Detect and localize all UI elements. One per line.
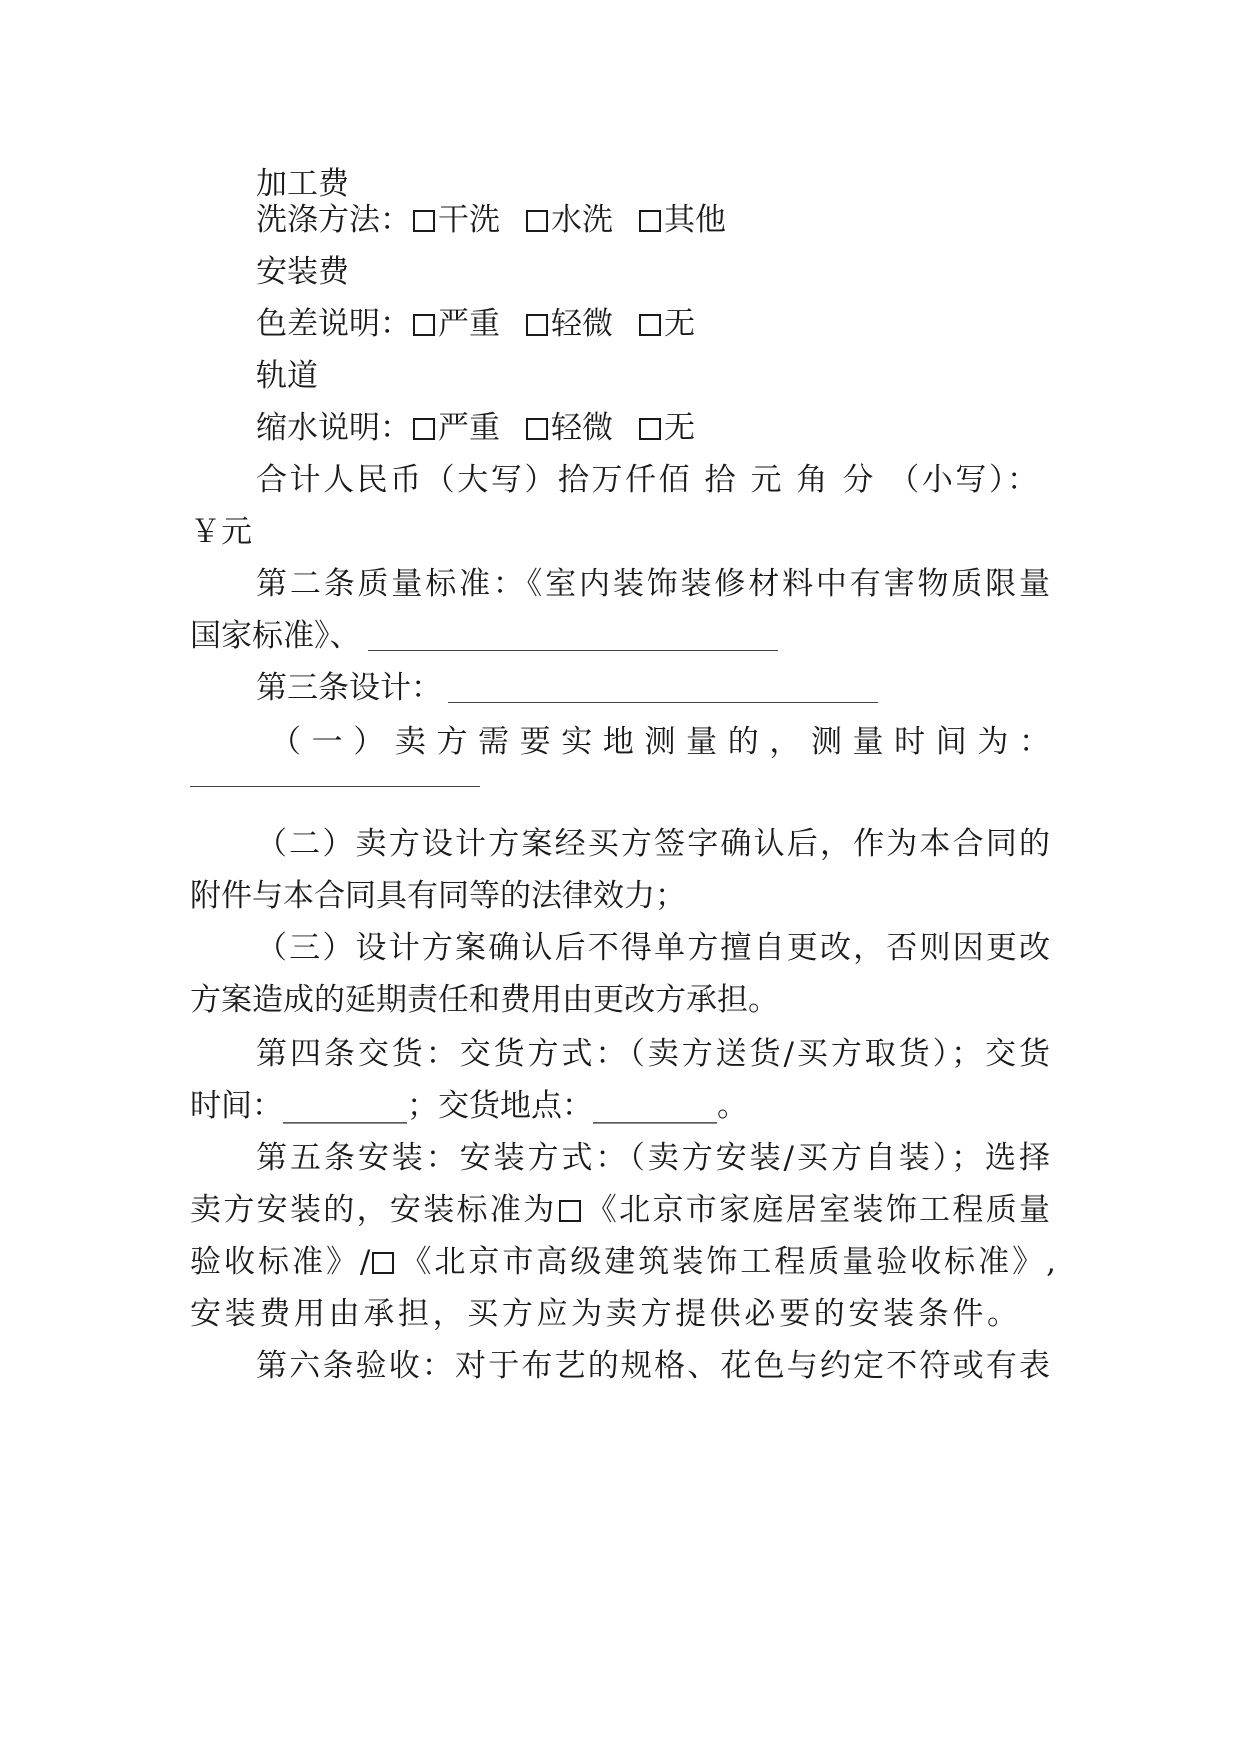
option-water-wash: 水洗 — [551, 202, 613, 238]
option-slight: 轻微 — [551, 306, 613, 342]
option-severe: 严重 — [438, 306, 500, 342]
blank-underline[interactable] — [190, 786, 480, 787]
standard-option-household: 《北京市家庭居室装饰工程质量 — [583, 1192, 1051, 1228]
checkbox-icon[interactable] — [413, 418, 435, 440]
checkbox-icon[interactable] — [559, 1200, 581, 1222]
shrinkage-line — [256, 408, 1056, 448]
design-item-1: （一）卖方需要实地测量的，测量时间为： — [270, 724, 1050, 760]
standard-option-household-end: 验收标准》/ — [190, 1244, 371, 1280]
option-none: 无 — [664, 410, 695, 446]
color-difference-line — [256, 304, 1056, 344]
article-6-acceptance: 第六条验收：对于布艺的规格、花色与约定不符或有表 — [256, 1348, 1050, 1384]
checkbox-icon[interactable] — [413, 314, 435, 336]
article-2-continuation: 国家标准》、 — [190, 618, 361, 654]
design-item-3: （三）设计方案确认后不得单方擅自更改，否则因更改 — [256, 930, 1050, 966]
checkbox-icon[interactable] — [526, 314, 548, 336]
track-line: 轨道 — [256, 358, 318, 394]
install-standard-text: 卖方安装的，安装标准为 — [190, 1192, 557, 1228]
blank-underline[interactable] — [448, 702, 878, 703]
option-severe: 严重 — [438, 410, 500, 446]
checkbox-icon[interactable] — [413, 210, 435, 232]
processing-fee-line: 加工费 — [256, 166, 349, 202]
shrinkage-label: 缩水说明： — [256, 410, 411, 446]
standard-option-advanced: 《北京市高级建筑装饰工程质量验收标准》, — [397, 1244, 1056, 1280]
design-item-3-continuation: 方案造成的延期责任和费用由更改方承担。 — [190, 982, 779, 1018]
article-4-continuation: 时间：________；交货地点：________。 — [190, 1088, 748, 1124]
option-slight: 轻微 — [551, 410, 613, 446]
option-none: 无 — [664, 306, 695, 342]
article-5-standard-line-1 — [190, 1190, 1050, 1230]
option-other: 其他 — [664, 202, 726, 238]
blank-underline[interactable] — [368, 650, 778, 651]
checkbox-icon[interactable] — [639, 418, 661, 440]
install-fee-line: 安装费 — [256, 254, 349, 290]
washing-method-line — [256, 200, 1056, 240]
article-5-fee-line: 安装费用由承担，买方应为卖方提供必要的安装条件。 — [190, 1296, 1018, 1332]
total-amount-line: 合计人民币（大写）拾万仟佰 拾 元 角 分 （小写）： — [256, 462, 1038, 498]
washing-method-label: 洗涤方法： — [256, 202, 411, 238]
checkbox-icon[interactable] — [639, 314, 661, 336]
option-dry-clean: 干洗 — [438, 202, 500, 238]
color-difference-label: 色差说明： — [256, 306, 411, 342]
checkbox-icon[interactable] — [526, 418, 548, 440]
article-5-installation: 第五条安装：安装方式：（卖方安装/买方自装）；选择 — [256, 1140, 1050, 1176]
article-2-quality-standard: 第二条质量标准：《室内装饰装修材料中有害物质限量 — [256, 566, 1050, 602]
total-amount-yuan: ￥元 — [190, 514, 252, 550]
article-3-design: 第三条设计： — [256, 670, 442, 706]
checkbox-icon[interactable] — [372, 1252, 394, 1274]
checkbox-icon[interactable] — [526, 210, 548, 232]
article-4-delivery: 第四条交货：交货方式：（卖方送货/买方取货）；交货 — [256, 1036, 1050, 1072]
design-item-2: （二）卖方设计方案经买方签字确认后，作为本合同的 — [256, 826, 1050, 862]
checkbox-icon[interactable] — [639, 210, 661, 232]
design-item-2-continuation: 附件与本合同具有同等的法律效力； — [190, 878, 686, 914]
article-5-standard-line-2 — [190, 1242, 1056, 1282]
